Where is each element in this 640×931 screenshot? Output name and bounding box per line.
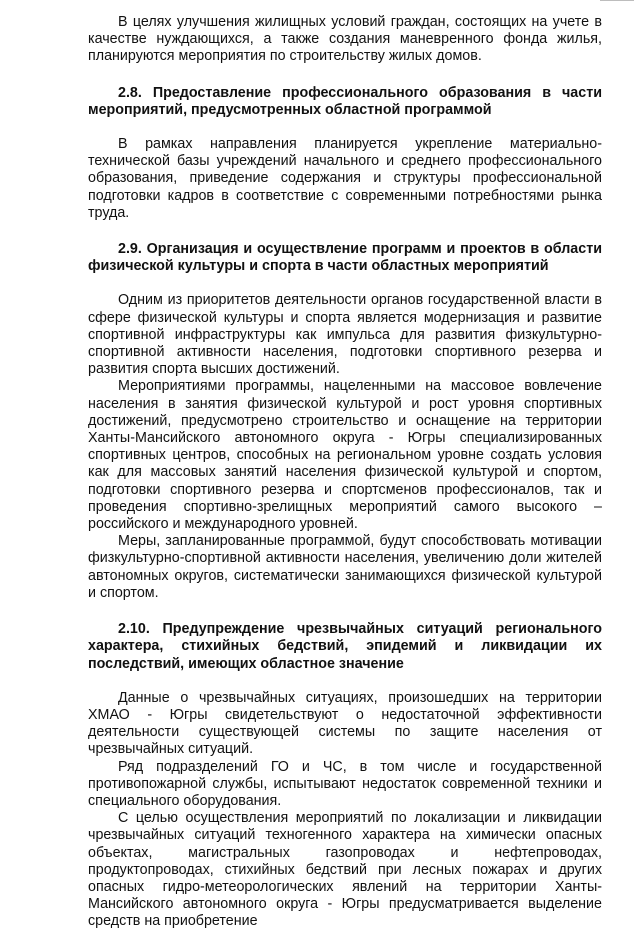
paragraph: Данные о чрезвычайных ситуациях, произошедших на территории ХМАО - Югры свидетельствуют о недостаточной эффективности деятельности существующей системы по защите населения от чрезвычайных ситуаций.	[88, 689, 602, 758]
section-heading: 2.9. Организация и осуществление программ и проектов в области физической культуры и спорта в части областных мероприятий	[88, 241, 602, 275]
document-page	[88, 14, 602, 931]
intro-paragraph: В целях улучшения жилищных условий граждан, состоящих на учете в качестве нуждающихся, а также создания маневренного фонда жилья, планируются мероприятия по строительству жилых домов.	[88, 14, 602, 65]
paragraph: В рамках направления планируется укрепление материально-технической базы учреждений начального и среднего профессионального образования, приведение содержания и структуры профессиональной подготовки кадров в соответствие с современными потребностями рынка труда.	[88, 136, 602, 221]
section-2-9	[88, 241, 602, 602]
section-2-8	[88, 85, 602, 222]
section-heading: 2.10. Предупреждение чрезвычайных ситуаций регионального характера, стихийных бедствий, эпидемий и ликвидации их последствий, имеющих областное значение	[88, 621, 602, 672]
section-2-10	[88, 621, 602, 930]
paragraph: С целью осуществления мероприятий по локализации и ликвидации чрезвычайных ситуаций техногенного характера на химически опасных объектах, магистральных газопроводах и нефтепроводах, продуктопроводах, стихийных бедствий при лесных пожарах и других опасных гидро-метеорологических явлений на территории Ханты-Мансийского автономного округа - Югры предусматривается выделение средств на приобретение	[88, 810, 602, 930]
paragraph: Одним из приоритетов деятельности органов государственной власти в сфере физической культуры и спорта является модернизация и развитие спортивной инфраструктуры как импульса для развития физкультурно-спортивной активности населения, подготовки спортивного резерва и развития спорта высших достижений.	[88, 292, 602, 378]
paragraph: Мероприятиями программы, нацеленными на массовое вовлечение населения в занятия физической культурой и рост уровня спортивных достижений, предусмотрено строительство и оснащение на территории Ханты-Мансийского автономного округа - Югры специализированных спортивных центров, способных на региональном уровне создать условия как для массовых занятий населения физической культурой и спортом, подготовки спортивного резерва и спортсменов профессионалов, так и проведения спортивно-зрелищных мероприятий самого высокого – российского и международного уровней.	[88, 378, 602, 533]
paragraph: Меры, запланированные программой, будут способствовать мотивации физкультурно-спортивной активности населения, увеличению доли жителей автономных округов, систематически занимающихся физической культурой и спортом.	[88, 533, 602, 601]
section-heading: 2.8. Предоставление профессионального образования в части мероприятий, предусмотренных областной программой	[88, 84, 602, 118]
paragraph: Ряд подразделений ГО и ЧС, в том числе и государственной противопожарной службы, испытывают недостаток современной техники и специального оборудования.	[88, 758, 602, 809]
scan-edge-mark	[600, 0, 634, 5]
